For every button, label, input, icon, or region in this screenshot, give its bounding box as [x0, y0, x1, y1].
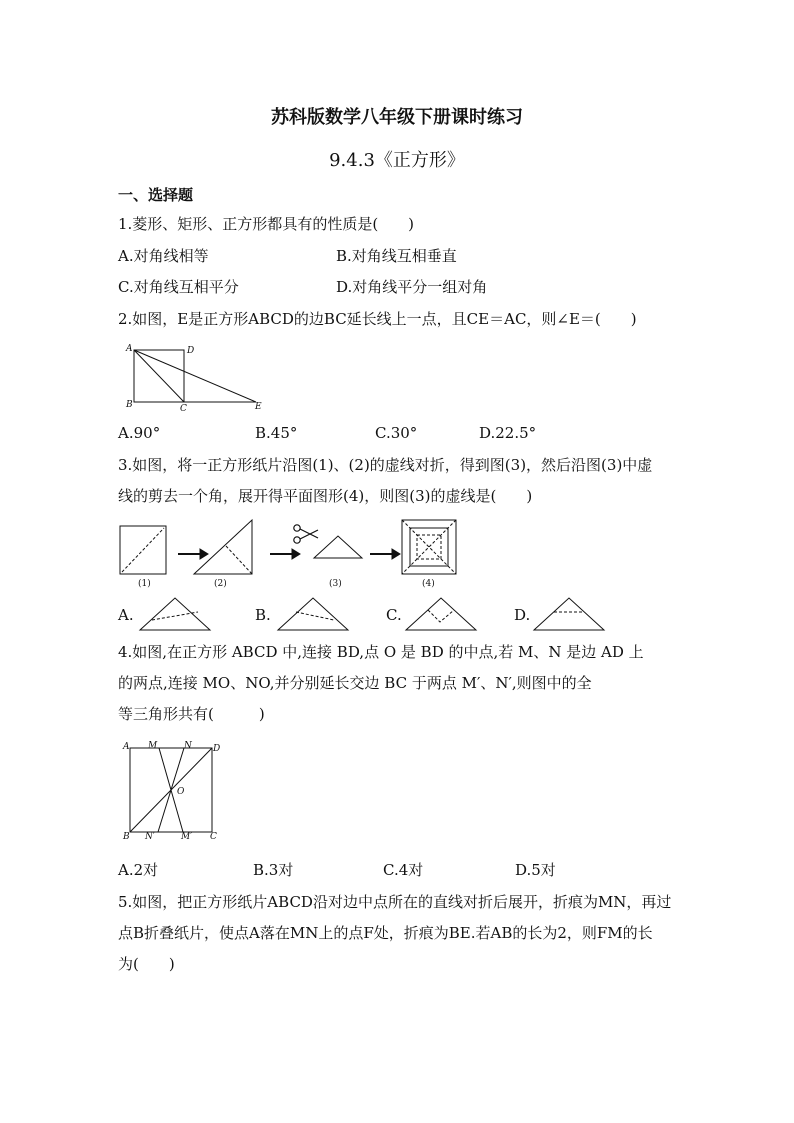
q2-label-e: E: [255, 402, 262, 412]
q3-caption-3: (3): [329, 579, 342, 589]
q1-option-a: A.对角线相等: [118, 247, 209, 265]
section-heading: 一、选择题: [118, 186, 194, 204]
q3-fig2-dashed: [226, 546, 252, 574]
lesson-subtitle: 9.4.3《正方形》: [329, 150, 465, 171]
q1-stem: 1.菱形、矩形、正方形都具有的性质是( ): [118, 215, 415, 233]
q4-label-a: A: [123, 742, 130, 752]
q4-option-b: B.3对: [253, 861, 294, 879]
q2-label-a: A: [126, 344, 133, 354]
q3-arrow-2-head: [292, 549, 300, 559]
q4-label-n-prime: N′: [145, 832, 155, 842]
q4-square-figure: [118, 738, 228, 844]
q3-line-1: 3.如图，将一正方形纸片沿图(1)、(2)的虚线对折，得到图(3)，然后沿图(3)中虚: [118, 456, 653, 474]
q4-option-a: A.2对: [118, 861, 159, 879]
q4-line-1: 4.如图,在正方形 ABCD 中,连接 BD,点 O 是 BD 的中点,若 M、N 是边 AD 上: [118, 643, 644, 661]
q4-label-c: C: [210, 832, 217, 842]
q4-line-3: 等三角形共有( ): [118, 705, 265, 723]
q1-option-d: D.对角线平分一组对角: [336, 278, 488, 296]
q3-option-b: B.: [255, 606, 271, 624]
q4-label-b: B: [123, 832, 130, 842]
q2-label-d: D: [187, 346, 195, 356]
q2-option-c: C.30°: [375, 424, 418, 442]
q4-option-d: D.5对: [515, 861, 556, 879]
q3-arrow-3-head: [392, 549, 400, 559]
q2-segment-ae: [134, 350, 256, 402]
q3-line-2: 线的剪去一个角，展开得平面图形(4)，则图(3)的虚线是( ): [118, 487, 533, 505]
q4-label-d: D: [213, 744, 221, 754]
q3-option-c: C.: [386, 606, 402, 624]
q3-arrow-1-head: [200, 549, 208, 559]
q3-caption-2: (2): [214, 579, 227, 589]
q3-folding-figure: [116, 516, 476, 590]
q3-fig3-triangle: [314, 536, 362, 558]
worksheet-title: 苏科版数学八年级下册课时练习: [271, 107, 523, 128]
scissors-icon: [294, 525, 318, 543]
q3-option-c-figure: [404, 596, 478, 634]
q4-label-m: M: [148, 741, 158, 751]
q2-option-b: B.45°: [255, 424, 298, 442]
q4-option-c: C.4对: [383, 861, 424, 879]
q4-label-n: N: [184, 741, 192, 751]
q3-option-d: D.: [514, 606, 531, 624]
q5-line-2: 点B折叠纸片，使点A落在MN上的点F处，折痕为BE.若AB的长为2，则FM的长: [118, 924, 653, 942]
q1-option-c: C.对角线互相平分: [118, 278, 239, 296]
q3-caption-4: (4): [422, 579, 435, 589]
q2-option-a: A.90°: [118, 424, 161, 442]
q3-option-a-figure: [138, 596, 212, 634]
q2-option-d: D.22.5°: [479, 424, 537, 442]
q4-line-2: 的两点,连接 MO、NO,并分别延长交边 BC 于两点 M′、N′,则图中的全: [118, 674, 592, 692]
q2-label-b: B: [126, 400, 133, 410]
q3-fig1-dashed-diagonal: [122, 528, 164, 572]
q3-fig2-triangle: [194, 520, 252, 574]
q2-label-c: C: [180, 404, 187, 414]
q3-option-b-figure: [276, 596, 350, 634]
q3-option-a: A.: [118, 606, 134, 624]
q5-line-3: 为( ): [118, 955, 175, 973]
q1-option-b: B.对角线互相垂直: [336, 247, 457, 265]
q4-label-m-prime: M′: [181, 832, 193, 842]
q4-label-o: O: [177, 787, 185, 797]
q2-square-figure: [122, 340, 272, 415]
q3-caption-1: (1): [138, 579, 151, 589]
q2-stem: 2.如图，E是正方形ABCD的边BC延长线上一点，且CE＝AC，则∠E＝( ): [118, 310, 637, 328]
q3-option-d-figure: [532, 596, 606, 634]
q2-diagonal-ac: [134, 350, 184, 402]
q5-line-1: 5.如图，把正方形纸片ABCD沿对边中点所在的直线对折后展开，折痕为MN，再过: [118, 893, 672, 911]
